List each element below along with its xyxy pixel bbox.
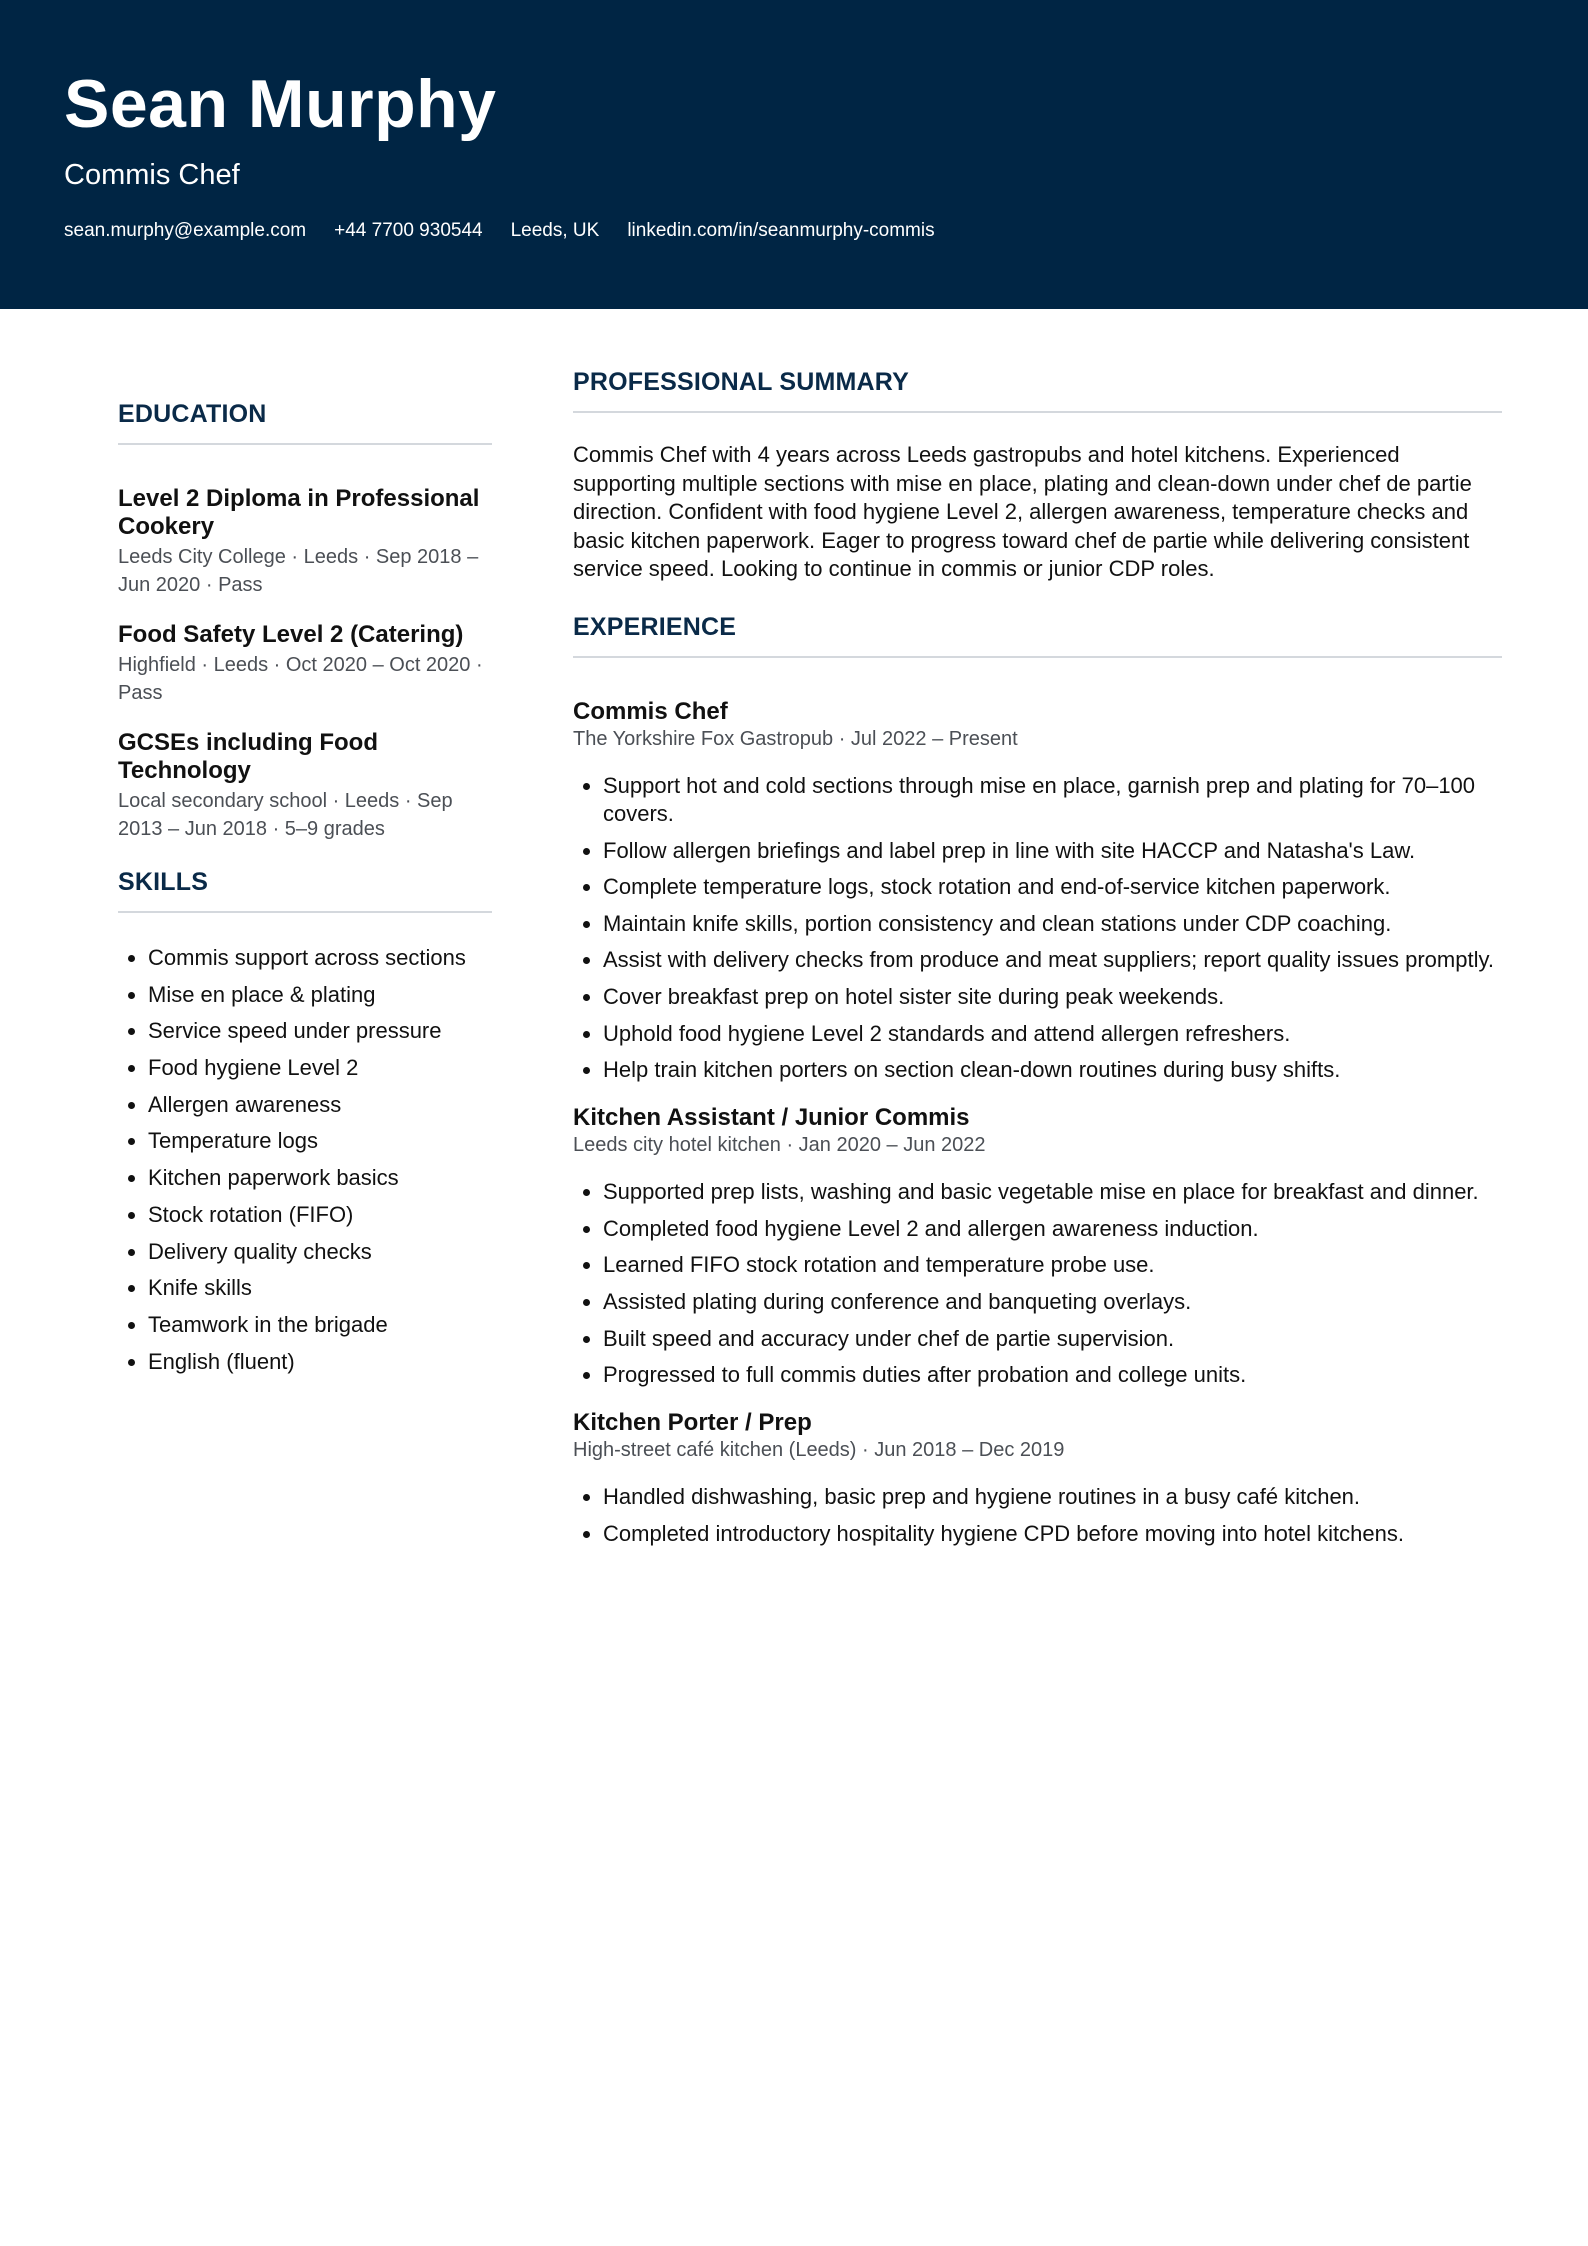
skill-item: • Temperature logs <box>148 1128 492 1154</box>
job-entry <box>573 1104 1502 1389</box>
experience-heading: EXPERIENCE <box>573 610 1502 658</box>
skill-item: • Allergen awareness <box>148 1092 492 1118</box>
skill-item: • Commis support across sections <box>148 945 492 971</box>
education-item <box>118 621 492 707</box>
job-meta: Leeds city hotel kitchen · Jan 2020 – Jun 2022 <box>573 1134 986 1157</box>
summary-heading: PROFESSIONAL SUMMARY <box>573 365 1502 413</box>
right-column <box>573 365 1502 1568</box>
skill-item: • Delivery quality checks <box>148 1239 492 1265</box>
job-bullet: • Maintain knife skills, portion consistency and clean stations under CDP coaching. <box>603 910 1502 938</box>
resume-header <box>0 0 1588 309</box>
education-heading: EDUCATION <box>118 397 492 445</box>
job-role: Commis Chef <box>573 697 728 725</box>
job-role: Kitchen Assistant / Junior Commis <box>573 1104 970 1132</box>
contact-line <box>64 218 1524 244</box>
job-entry <box>573 1409 1502 1548</box>
job-bullet: • Supported prep lists, washing and basic vegetable mise en place for breakfast and dinner. <box>603 1178 1502 1206</box>
job-bullet: • Uphold food hygiene Level 2 standards and attend allergen refreshers. <box>603 1020 1502 1048</box>
job-bullet: • Completed introductory hospitality hygiene CPD before moving into hotel kitchens. <box>603 1520 1502 1548</box>
job-bullet: • Built speed and accuracy under chef de partie supervision. <box>603 1325 1502 1353</box>
candidate-name: Sean Murphy <box>64 66 497 142</box>
job-bullet: • Support hot and cold sections through mise en place, garnish prep and plating for 70–100 covers. <box>603 772 1502 828</box>
skill-item: • Food hygiene Level 2 <box>148 1055 492 1081</box>
job-bullets <box>573 1178 1502 1389</box>
job-bullets <box>573 772 1502 1084</box>
contact-email[interactable]: sean.murphy@example.com <box>64 220 307 241</box>
skill-item: • English (fluent) <box>148 1349 492 1375</box>
job-meta: High-street café kitchen (Leeds) · Jun 2018 – Dec 2019 <box>573 1439 1065 1462</box>
job-title: Commis Chef <box>64 159 240 191</box>
summary-text: Commis Chef with 4 years across Leeds gastropubs and hotel kitchens. Experienced supporting multiple sections with mise en place, plating and clean-down under chef de partie direction. Confident with food hygiene Level 2, allergen awareness, temperature checks and basic kitchen paperwork. Eager to progress toward chef de partie while delivering consistent service speed. Looking to continue in commis or junior CDP roles. <box>573 442 1472 582</box>
education-meta: Leeds City College · Leeds · Sep 2018 – Jun 2020 · Pass <box>118 546 479 596</box>
education-meta: Local secondary school · Leeds · Sep 2013 – Jun 2018 · 5–9 grades <box>118 790 453 840</box>
contact-location: Leeds, UK <box>510 220 600 241</box>
education-item <box>118 729 492 843</box>
job-bullet: • Complete temperature logs, stock rotation and end-of-service kitchen paperwork. <box>603 873 1502 901</box>
job-bullet: • Help train kitchen porters on section clean-down routines during busy shifts. <box>603 1056 1502 1084</box>
job-bullet: • Progressed to full commis duties after probation and college units. <box>603 1361 1502 1389</box>
job-entry <box>573 698 1502 1084</box>
job-bullets <box>573 1483 1502 1548</box>
skills-heading: SKILLS <box>118 865 492 913</box>
job-bullet: • Learned FIFO stock rotation and temperature probe use. <box>603 1251 1502 1279</box>
job-meta: The Yorkshire Fox Gastropub · Jul 2022 – Present <box>573 727 1018 750</box>
job-bullet: • Completed food hygiene Level 2 and allergen awareness induction. <box>603 1215 1502 1243</box>
skills-list <box>118 945 492 1375</box>
job-bullet: • Handled dishwashing, basic prep and hygiene routines in a busy café kitchen. <box>603 1483 1502 1511</box>
skill-item: • Kitchen paperwork basics <box>148 1165 492 1191</box>
education-degree: Food Safety Level 2 (Catering) <box>118 621 464 648</box>
education-list <box>118 485 492 843</box>
left-column <box>118 397 492 1385</box>
contact-linkedin[interactable]: linkedin.com/in/seanmurphy-commis <box>627 220 935 241</box>
contact-phone[interactable]: +44 7700 930544 <box>334 220 483 241</box>
education-degree: Level 2 Diploma in Professional Cookery <box>118 485 480 540</box>
job-bullet: • Assisted plating during conference and banqueting overlays. <box>603 1288 1502 1316</box>
education-degree: GCSEs including Food Technology <box>118 729 378 784</box>
experience-list <box>573 698 1502 1548</box>
skill-item: • Knife skills <box>148 1275 492 1301</box>
education-meta: Highfield · Leeds · Oct 2020 – Oct 2020 · Pass <box>118 654 483 704</box>
job-role: Kitchen Porter / Prep <box>573 1409 812 1437</box>
skill-item: • Service speed under pressure <box>148 1018 492 1044</box>
skill-item: • Mise en place & plating <box>148 982 492 1008</box>
education-item <box>118 485 492 599</box>
skill-item: • Teamwork in the brigade <box>148 1312 492 1338</box>
job-bullet: • Assist with delivery checks from produce and meat suppliers; report quality issues promptly. <box>603 946 1502 974</box>
job-bullet: • Follow allergen briefings and label prep in line with site HACCP and Natasha's Law. <box>603 837 1502 865</box>
skill-item: • Stock rotation (FIFO) <box>148 1202 492 1228</box>
job-bullet: • Cover breakfast prep on hotel sister site during peak weekends. <box>603 983 1502 1011</box>
